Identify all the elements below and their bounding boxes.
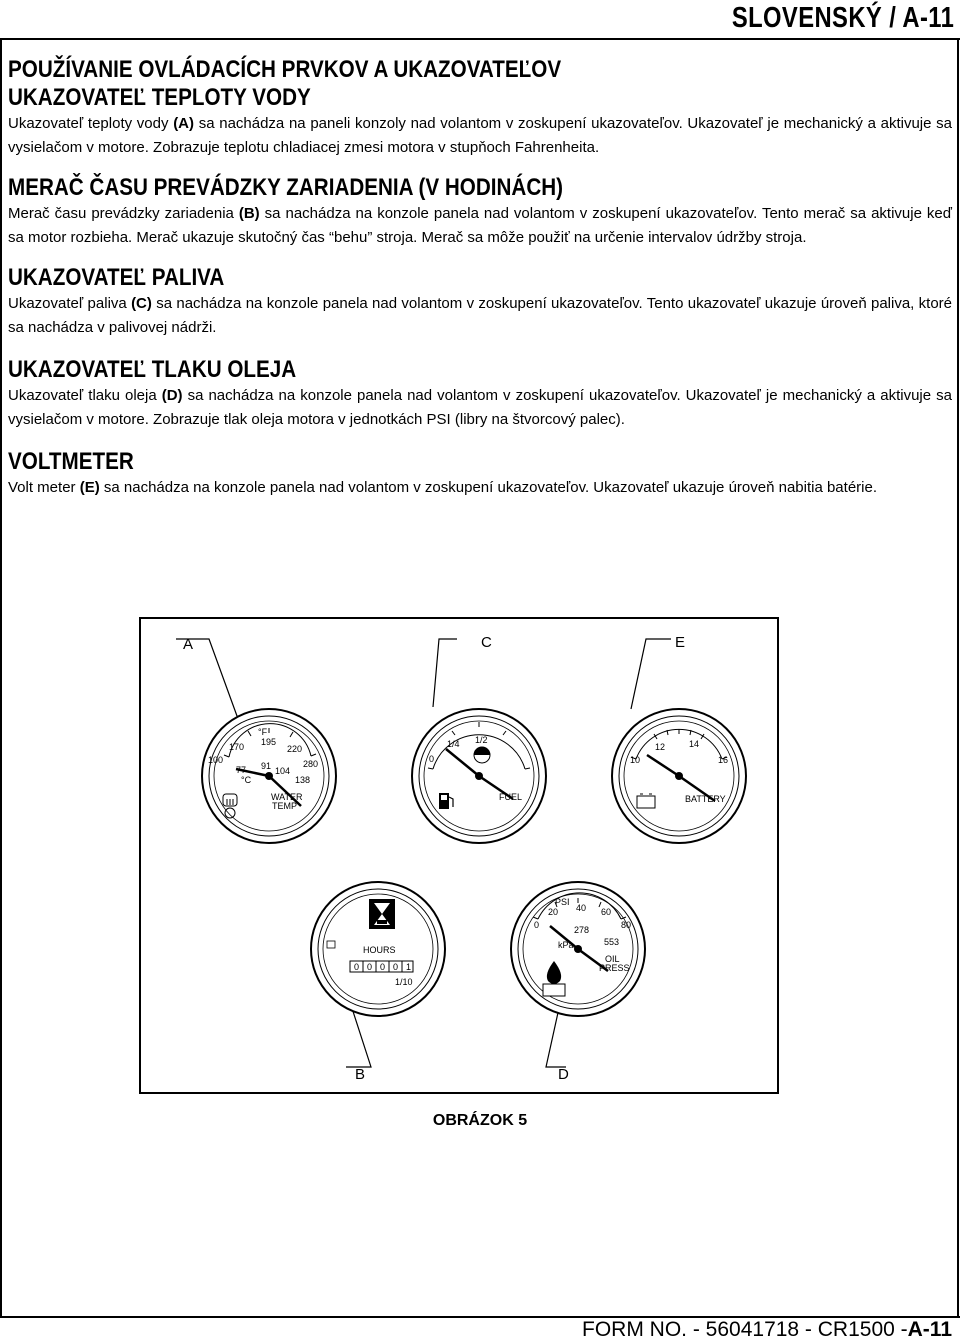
svg-text:60: 60	[601, 907, 612, 917]
section-heading: UKAZOVATEĽ TLAKU OLEJA	[8, 356, 297, 383]
battery-gauge	[612, 709, 746, 843]
svg-text:0: 0	[534, 920, 540, 930]
svg-text:0: 0	[429, 754, 435, 764]
svg-text:170: 170	[229, 742, 245, 752]
svg-text:40: 40	[576, 903, 587, 913]
svg-text:220: 220	[287, 744, 303, 754]
svg-text:0: 0	[367, 962, 373, 972]
callout-b: B	[355, 1066, 366, 1083]
svg-text:91: 91	[261, 761, 272, 771]
svg-text:138: 138	[295, 775, 311, 785]
fuel-gauge	[412, 709, 546, 843]
section-water-temp	[8, 84, 952, 160]
svg-text:280: 280	[303, 759, 319, 769]
svg-text:OIL: OIL	[605, 954, 620, 964]
svg-text:PSI: PSI	[555, 897, 570, 907]
top-rule	[0, 38, 960, 40]
section-text: Volt meter (E) sa nachádza na konzole panela nad volantom v zoskupení ukazovateľov. Ukazovateľ ukazuje úroveň nabitia batérie.	[8, 479, 878, 496]
section-heading: UKAZOVATEĽ TEPLOTY VODY	[8, 84, 311, 111]
svg-text:10: 10	[630, 755, 641, 765]
svg-text:14: 14	[689, 739, 700, 749]
svg-text:TEMP: TEMP	[272, 801, 298, 811]
svg-text:0: 0	[354, 962, 360, 972]
half-tank-icon	[474, 747, 490, 763]
section-text: Ukazovateľ teploty vody (A) sa nachádza na paneli konzoly nad volantom v zoskupení ukazovateľov. Ukazovateľ je mechanický a aktivuje sa vysielačom v motore. Zobrazuje teplotu chladiacej zmesi motora v stupňoch Fahrenheita.	[8, 115, 953, 156]
svg-text:1/10: 1/10	[395, 977, 413, 987]
section-fuel	[8, 264, 952, 340]
svg-text:20: 20	[548, 907, 559, 917]
svg-text:12: 12	[655, 742, 666, 752]
svg-text:104: 104	[275, 766, 291, 776]
section-voltmeter	[8, 448, 952, 500]
section-text: Ukazovateľ tlaku oleja (D) sa nachádza na konzole panela nad volantom v zoskupení ukazovateľov. Ukazovateľ je mechanický a aktivuje sa vysielačom v motore. Zobrazuje tlak oleja motora v jednotkách PSI (libry na štvorcový palec).	[8, 387, 952, 428]
svg-text:195: 195	[261, 737, 277, 747]
svg-text:PRESS: PRESS	[599, 963, 630, 973]
page-footer: FORM NO. - 56041718 - CR1500 -A-11	[582, 1318, 952, 1341]
svg-text:1/2: 1/2	[475, 735, 488, 745]
svg-text:1: 1	[406, 962, 412, 972]
svg-text:77: 77	[236, 765, 247, 775]
svg-text:16: 16	[718, 755, 729, 765]
hour-meter-gauge	[311, 882, 445, 1016]
callout-c-leader	[433, 639, 457, 707]
svg-text:FUEL: FUEL	[499, 792, 523, 802]
svg-text:HOURS: HOURS	[363, 945, 396, 955]
page-header-title: SLOVENSKÝ / A-11	[731, 2, 954, 34]
section-hour-meter	[8, 174, 952, 250]
svg-text:553: 553	[604, 937, 620, 947]
svg-text:100: 100	[208, 755, 224, 765]
hourglass-icon	[369, 899, 395, 929]
gauge-figure	[139, 617, 779, 1094]
water-temp-gauge	[202, 709, 336, 843]
figure-caption: OBRÁZOK 5	[432, 1112, 528, 1129]
svg-text:°C: °C	[241, 775, 252, 785]
section-heading: UKAZOVATEĽ PALIVA	[8, 264, 225, 291]
svg-text:0: 0	[380, 962, 386, 972]
gauge-cluster-diagram	[141, 619, 777, 1092]
callout-e: E	[675, 634, 686, 651]
manual-body	[8, 56, 952, 500]
svg-text:278: 278	[574, 925, 590, 935]
oil-pressure-gauge	[511, 882, 645, 1016]
callout-e-leader	[631, 639, 671, 709]
hour-counter	[350, 961, 413, 972]
section-heading: MERAČ ČASU PREVÁDZKY ZARIADENIA (V HODINÁCH)	[8, 174, 564, 201]
section-oil-pressure	[8, 356, 952, 432]
svg-text:BATTERY: BATTERY	[685, 794, 726, 804]
callout-a: A	[183, 636, 194, 653]
callout-c: C	[481, 634, 492, 651]
svg-text:°F: °F	[258, 727, 268, 737]
main-heading: POUŽÍVANIE OVLÁDACÍCH PRVKOV A UKAZOVATEĽOV	[8, 56, 562, 83]
section-heading: VOLTMETER	[8, 448, 134, 475]
svg-text:80: 80	[621, 920, 632, 930]
svg-text:WATER: WATER	[271, 792, 303, 802]
section-text: Ukazovateľ paliva (C) sa nachádza na konzole panela nad volantom v zoskupení ukazovateľov. Tento ukazovateľ ukazuje úroveň paliva, ktoré sa nachádza v palivovej nádrži.	[8, 295, 952, 336]
callout-d: D	[558, 1066, 569, 1083]
section-text: Merač času prevádzky zariadenia (B) sa nachádza na konzole panela nad volantom v zoskupení ukazovateľov. Tento merač sa aktivuje keď sa motor rozbieha. Merač ukazuje skutočný čas “behu” stroja. Merač sa môže použiť na určenie intervalov údržby stroja.	[8, 205, 952, 246]
svg-text:1/4: 1/4	[447, 739, 460, 749]
svg-text:kPa: kPa	[558, 940, 574, 950]
svg-text:0: 0	[393, 962, 399, 972]
